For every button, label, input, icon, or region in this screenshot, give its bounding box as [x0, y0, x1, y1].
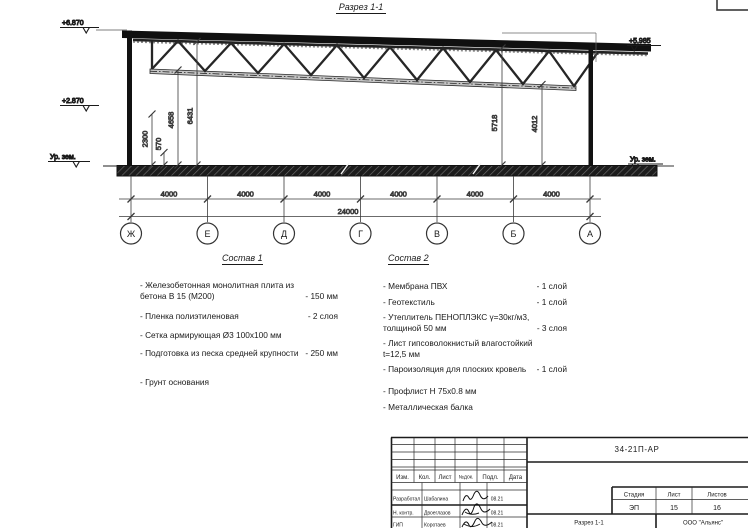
axis-label-e: Е — [204, 228, 211, 239]
list-item — [140, 348, 338, 359]
sign-role-1: Н. контр. — [393, 510, 414, 517]
material-name: - Мембрана ПВХ — [383, 281, 448, 291]
dim-total: 24000 — [337, 207, 359, 216]
sign-date-0: 08.21 — [490, 496, 504, 503]
material-name: - Грунт основания — [140, 377, 210, 387]
section-title-text: Разрез 1-1 — [338, 2, 384, 12]
level-arrow-icon — [83, 106, 89, 112]
sign-name-1: Двоеглазов — [424, 510, 451, 517]
stage-section — [624, 493, 727, 513]
material-value: - 250 мм — [305, 348, 338, 358]
company-name: ООО "Альянс" — [682, 520, 724, 527]
rev-header-ndok: №док. — [458, 474, 474, 481]
list-item — [383, 312, 567, 333]
list-item — [383, 338, 567, 359]
material-name: - Утеплитель ПЕНОПЛЭКС γ=30кг/м3, толщиной 50 мм — [383, 312, 530, 333]
floor-slab — [117, 166, 657, 177]
stage-value: ЭП — [628, 505, 640, 512]
ground-right-label: Ур. зем. — [630, 156, 656, 164]
dim-bay-4: 4000 — [390, 189, 407, 199]
dim-bay-3: 4000 — [313, 189, 331, 199]
dim-2300: 2300 — [140, 130, 150, 148]
dim-570: 570 — [154, 137, 163, 151]
dim-4012: 4012 — [530, 115, 539, 133]
material-name: - Пароизоляция для плоских кровель — [383, 363, 527, 374]
rev-header-podl: Подл. — [482, 475, 499, 481]
drawing-name: Разрез 1-1 — [574, 520, 604, 527]
sign-role-2: ГИП — [393, 522, 403, 528]
dim-5718: 5718 — [490, 114, 499, 132]
list-item — [140, 330, 338, 341]
level-arrow-icon — [73, 162, 79, 168]
list-item — [383, 297, 567, 308]
doc-number: 34-21П-АР — [614, 445, 660, 454]
dim-bay-1: 4000 — [160, 189, 178, 199]
material-name: - Пленка полиэтиленовая — [140, 311, 239, 321]
material-name: - Профлист Н 75х0.8 мм — [383, 386, 477, 396]
sheets-header: Листов — [707, 492, 727, 499]
sign-role-0: Разработал — [393, 496, 421, 503]
axis-label-a: А — [586, 228, 594, 239]
axis-label-b: Б — [510, 228, 517, 239]
list-item — [140, 280, 338, 301]
elevation-top-left — [60, 20, 99, 33]
list-item — [140, 311, 338, 322]
material-value: - 2 слоя — [307, 311, 338, 321]
list-item — [383, 402, 567, 413]
rev-header-kol: Кол. — [418, 475, 431, 481]
dim-bay-2: 4000 — [237, 189, 254, 199]
column-left — [127, 31, 132, 167]
material-value: - 150 мм — [305, 290, 338, 301]
rev-header-list: Лист — [438, 475, 452, 481]
axis-label-d: Д — [280, 228, 288, 239]
sign-date-2: 08.21 — [490, 522, 504, 528]
material-name: - Лист гипсоволокнистый влагостойкий t=12,5 мм — [383, 338, 533, 359]
list-item — [140, 377, 338, 388]
sign-name-0: Шабалина — [424, 496, 449, 503]
material-value: - 1 слой — [536, 281, 567, 291]
ground-left-label: Ур. зем. — [50, 154, 76, 161]
building-section — [96, 30, 674, 176]
list-item — [383, 281, 567, 292]
axis-label-zh: Ж — [126, 228, 136, 239]
dim-4658: 4658 — [166, 111, 176, 129]
sign-name-2: Коротаев — [424, 522, 446, 528]
material-name: - Металлическая балка — [383, 401, 473, 412]
sostav1-title: Состав 1 — [222, 253, 263, 263]
material-name: - Железобетонная монолитная плита из бетона В 15 (М200) — [140, 280, 295, 301]
level-arrow-icon — [83, 28, 89, 34]
frame-corner — [717, 0, 748, 10]
list-item — [383, 364, 567, 375]
stage-header: Стадия — [623, 492, 645, 499]
sheet-header: Лист — [667, 492, 681, 499]
material-name: - Геотекстиль — [383, 296, 435, 307]
material-name: - Сетка армирующая Ø3 100х100 мм — [140, 330, 282, 340]
vertical-dimensions — [141, 38, 546, 169]
section-title — [336, 2, 386, 14]
signature-scribble-icon — [463, 491, 488, 501]
axis-bubbles — [121, 223, 601, 244]
dim-bay-6: 4000 — [543, 189, 560, 199]
elevation-mid-left — [60, 98, 99, 111]
axis-label-g: Г — [358, 228, 363, 239]
axis-label-v: В — [433, 228, 441, 239]
dim-6431: 6431 — [185, 107, 195, 125]
material-value: - 1 слой — [536, 363, 567, 374]
horizontal-dimensions — [119, 176, 601, 222]
material-name: - Подготовка из песка средней крупности — [140, 348, 299, 358]
signature-scribble-icon — [462, 518, 492, 527]
sheets-value: 16 — [713, 505, 721, 512]
list-item — [383, 386, 567, 397]
sostav2-title: Состав 2 — [388, 253, 429, 263]
material-value: - 3 слоя — [536, 322, 567, 333]
rev-header-izm: Изм. — [396, 475, 409, 481]
sign-date-1: 08.21 — [490, 510, 504, 517]
title-block — [391, 438, 748, 528]
elevation-mid-left-label: +2.870 — [62, 98, 84, 105]
dim-bay-5: 4000 — [466, 189, 484, 199]
ground-level-left — [48, 154, 90, 167]
elevation-top-right-label: +5.985 — [629, 38, 651, 45]
sheet-value: 15 — [670, 505, 678, 512]
rev-header-data: Дата — [508, 475, 523, 481]
elevation-top-left-label: +6.870 — [62, 20, 84, 27]
material-value: - 1 слой — [536, 296, 567, 307]
column-right — [589, 45, 594, 166]
